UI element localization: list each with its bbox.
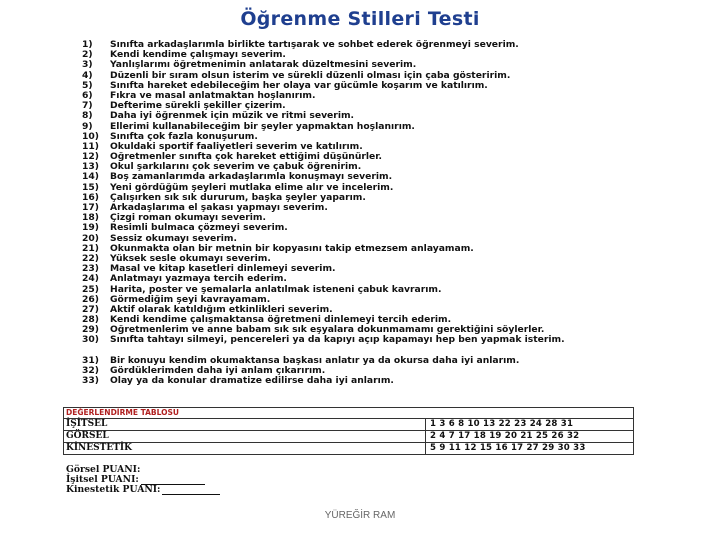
question-text: Boş zamanlarımda arkadaşlarımla konuşmayı severim. bbox=[110, 172, 393, 183]
question-item bbox=[82, 285, 642, 295]
question-item bbox=[82, 203, 642, 213]
evaluation-table bbox=[63, 407, 634, 455]
question-text: Yanlışlarımı öğretmenimin anlatarak düzeltmesini severim. bbox=[110, 60, 417, 71]
question-number: 21) bbox=[82, 242, 99, 254]
question-text: Çizgi roman okumayı severim. bbox=[110, 213, 266, 224]
question-text: Arkadaşlarıma el şakası yapmayı severim. bbox=[110, 203, 328, 213]
question-item bbox=[82, 111, 642, 121]
question-item bbox=[82, 264, 642, 274]
question-item bbox=[82, 295, 642, 305]
question-text: Daha iyi öğrenmek için müzik ve ritmi severim. bbox=[110, 111, 355, 122]
question-item bbox=[82, 193, 642, 203]
question-number: 26) bbox=[82, 293, 99, 305]
question-item bbox=[82, 234, 642, 244]
question-text: Bir konuyu kendim okumaktansa başkası anlatır ya da okursa daha iyi anlarım. bbox=[110, 355, 520, 366]
question-number: 6) bbox=[82, 89, 93, 101]
question-text: Okunmakta olan bir metnin bir kopyasını takip etmezsem anlayamam. bbox=[110, 243, 474, 254]
question-number: 19) bbox=[82, 222, 99, 234]
question-item bbox=[82, 50, 642, 60]
question-number: 16) bbox=[82, 191, 99, 203]
evaluation-table-header: DEĞERLENDİRME TABLOSU bbox=[64, 408, 633, 419]
question-item bbox=[82, 254, 642, 264]
question-text: Sessiz okumayı severim. bbox=[110, 233, 237, 244]
question-text: Okul şarkılarını çok severim ve çabuk öğrenirim. bbox=[110, 162, 362, 173]
question-number: 30) bbox=[82, 334, 99, 346]
question-item bbox=[82, 71, 642, 81]
score-line-kinestetik bbox=[66, 485, 220, 495]
question-number: 28) bbox=[82, 314, 99, 326]
question-number: 5) bbox=[82, 79, 93, 91]
question-number: 27) bbox=[82, 303, 99, 315]
question-number: 23) bbox=[82, 263, 99, 275]
question-text: Çalışırken sık sık dururum, başka şeyler yaparım. bbox=[110, 192, 366, 203]
evaluation-row-numbers: 2 4 7 17 18 19 20 21 25 26 32 bbox=[430, 431, 580, 441]
question-item bbox=[82, 305, 642, 315]
question-item bbox=[82, 142, 642, 152]
question-item bbox=[82, 183, 642, 193]
evaluation-row-kinestetik bbox=[64, 443, 633, 454]
question-number: 3) bbox=[82, 59, 93, 71]
evaluation-row-label: GÖRSEL bbox=[64, 431, 426, 442]
question-item bbox=[82, 122, 642, 132]
question-item bbox=[82, 101, 642, 111]
question-text: Sınıfta tahtayı silmeyi, pencereleri ya da kapıyı açıp kapamayı hep ben yapmak isterim. bbox=[110, 335, 565, 346]
question-number: 33) bbox=[82, 375, 99, 387]
question-number: 11) bbox=[82, 140, 99, 152]
question-text: Defterime sürekli şekiller çizerim. bbox=[110, 101, 286, 112]
evaluation-row-label: KİNESTETİK bbox=[64, 443, 426, 454]
question-item bbox=[82, 376, 642, 386]
footer-text: YÜREĞİR RAM bbox=[324, 510, 396, 521]
question-item bbox=[82, 325, 642, 335]
question-number: 10) bbox=[82, 130, 99, 142]
question-item bbox=[82, 223, 642, 233]
question-text: Resimli bulmaca çözmeyi severim. bbox=[110, 223, 288, 234]
evaluation-row-label: İŞİTSEL bbox=[64, 419, 426, 430]
question-number: 25) bbox=[82, 283, 99, 295]
score-label: Kinestetik PUANI: bbox=[66, 484, 161, 495]
score-label: Görsel PUANI: bbox=[66, 464, 141, 475]
question-number: 13) bbox=[82, 161, 99, 173]
question-text: Öğretmenlerim ve anne babam sık sık eşyalara dokunmamamı gerektiğini söylerler. bbox=[110, 325, 545, 336]
question-text: Yeni gördüğüm şeyleri mutlaka elime alır ve incelerim. bbox=[110, 182, 394, 193]
question-text: Yüksek sesle okumayı severim. bbox=[110, 253, 271, 264]
score-section bbox=[66, 465, 220, 495]
question-number: 9) bbox=[82, 120, 93, 132]
question-number: 17) bbox=[82, 202, 99, 213]
question-item bbox=[82, 335, 642, 355]
question-text: Sınıfta hareket edebileceğim her olaya var gücümle koşarım ve katılırım. bbox=[110, 80, 488, 91]
question-number: 12) bbox=[82, 151, 99, 163]
question-item bbox=[82, 60, 642, 70]
question-text: Masal ve kitap kasetleri dinlemeyi severim. bbox=[110, 264, 336, 275]
evaluation-row-numbers: 5 9 11 12 15 16 17 27 29 30 33 bbox=[430, 443, 586, 453]
question-number: 22) bbox=[82, 252, 99, 264]
question-text: Düzenli bir sıram olsun isterim ve sürekli düzenli olması için çaba gösteririm. bbox=[110, 70, 511, 81]
question-item bbox=[82, 366, 642, 376]
question-text: Olay ya da konular dramatize edilirse daha iyi anlarım. bbox=[110, 376, 394, 387]
question-item bbox=[82, 152, 642, 162]
question-item bbox=[82, 81, 642, 91]
page-title: Öğrenme Stilleri Testi bbox=[240, 8, 480, 30]
question-text: Kendi kendime çalışmayı severim. bbox=[110, 50, 286, 61]
question-number: 29) bbox=[82, 324, 99, 336]
question-number: 14) bbox=[82, 171, 99, 183]
score-label: İşitsel PUANI: bbox=[66, 474, 139, 485]
question-number: 7) bbox=[82, 100, 93, 112]
question-text: Fıkra ve masal anlatmaktan hoşlanırım. bbox=[110, 90, 316, 101]
question-item bbox=[82, 162, 642, 172]
question-text: Ellerimi kullanabileceğim bir şeyler yapmaktan hoşlanırım. bbox=[110, 121, 415, 132]
question-text: Gördüklerimden daha iyi anlam çıkarırım. bbox=[110, 366, 326, 377]
question-text: Aktif olarak katıldığım etkinlikleri severim. bbox=[110, 304, 333, 315]
question-number: 31) bbox=[82, 354, 99, 366]
question-item bbox=[82, 213, 642, 223]
question-number: 4) bbox=[82, 69, 93, 81]
score-blank bbox=[162, 486, 220, 495]
question-list bbox=[82, 40, 642, 386]
evaluation-row-isitsel bbox=[64, 419, 633, 431]
question-number: 18) bbox=[82, 212, 99, 224]
evaluation-row-gorsel bbox=[64, 431, 633, 443]
question-number: 2) bbox=[82, 49, 93, 61]
question-number: 1) bbox=[82, 39, 93, 50]
question-item bbox=[82, 274, 642, 284]
question-item bbox=[82, 172, 642, 182]
question-number: 32) bbox=[82, 365, 99, 377]
evaluation-row-numbers: 1 3 6 8 10 13 22 23 24 28 31 bbox=[430, 419, 574, 429]
question-item bbox=[82, 356, 642, 366]
question-text: Görmediğim şeyi kavrayamam. bbox=[110, 294, 271, 305]
question-number: 24) bbox=[82, 273, 99, 285]
question-text: Sınıfta çok fazla konuşurum. bbox=[110, 131, 258, 142]
question-text: Kendi kendime çalışmaktansa öğretmeni dinlemeyi tercih ederim. bbox=[110, 315, 452, 326]
question-text: Okuldaki sportif faaliyetleri severim ve katılırım. bbox=[110, 141, 363, 152]
question-text: Sınıfta arkadaşlarımla birlikte tartışarak ve sohbet ederek öğrenmeyi severim. bbox=[110, 40, 519, 50]
question-item bbox=[82, 315, 642, 325]
question-text: Öğretmenler sınıfta çok hareket ettiğimi düşünürler. bbox=[110, 152, 382, 163]
question-text: Harita, poster ve şemalarla anlatılmak isteneni çabuk kavrarım. bbox=[110, 284, 442, 295]
question-number: 20) bbox=[82, 232, 99, 244]
question-item bbox=[82, 91, 642, 101]
question-item bbox=[82, 244, 642, 254]
question-text: Anlatmayı yazmaya tercih ederim. bbox=[110, 274, 287, 285]
question-number: 8) bbox=[82, 110, 93, 122]
question-item bbox=[82, 132, 642, 142]
question-number: 15) bbox=[82, 181, 99, 193]
question-item bbox=[82, 40, 642, 50]
